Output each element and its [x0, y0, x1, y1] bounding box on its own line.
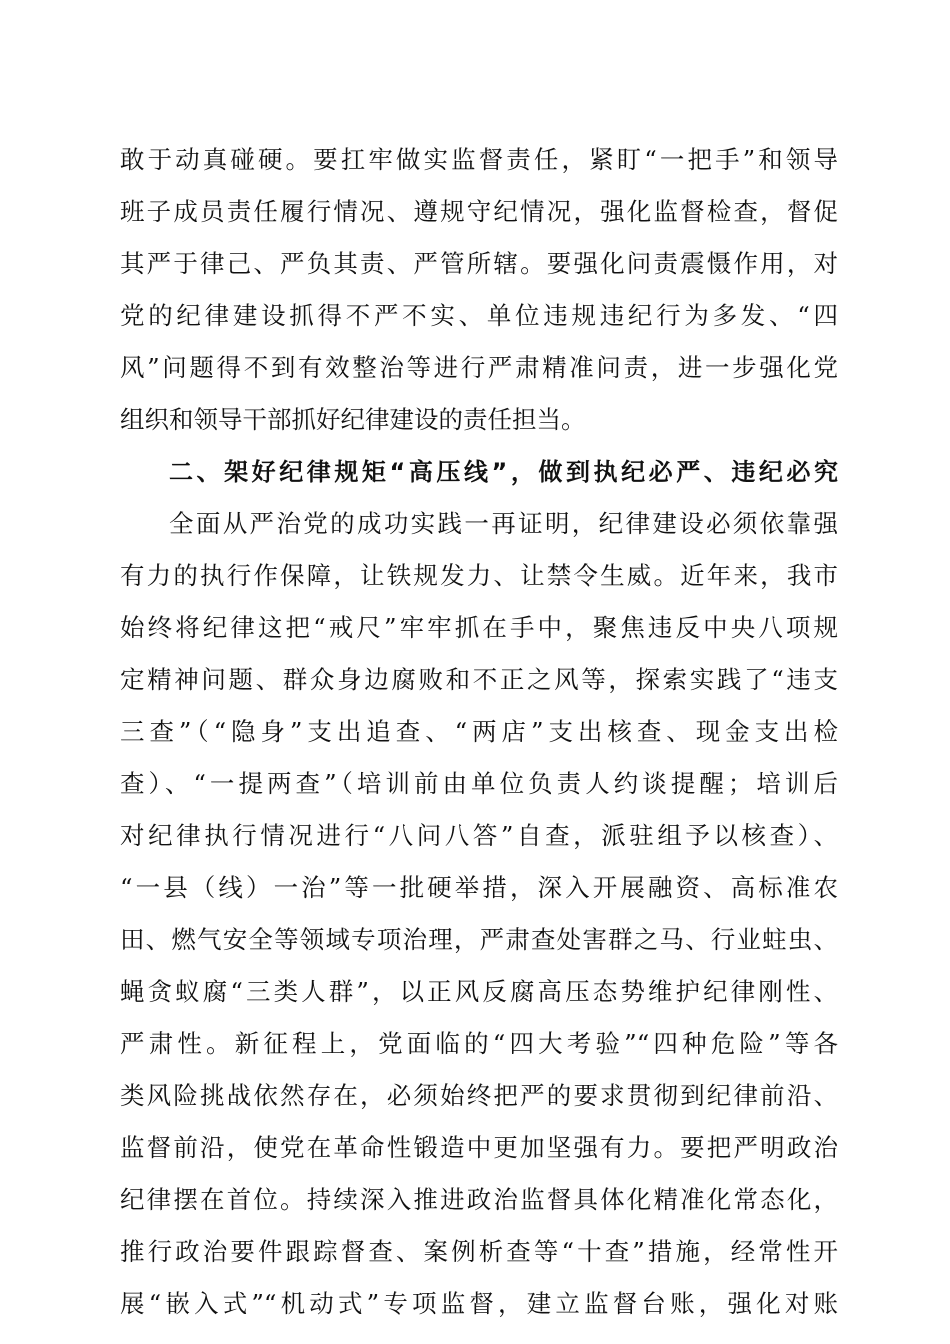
- paragraph-line: 类风险挑战依然存在，必须始终把严的要求贯彻到纪律前沿、: [120, 1081, 838, 1110]
- paragraph-line: 班子成员责任履行情况、遵规守纪情况，强化监督检查，督促: [120, 197, 838, 226]
- paragraph-line: 敢于动真碰硬。要扛牢做实监督责任，紧盯“一把手”和领导: [120, 145, 838, 174]
- paragraph-line: 其严于律己、严负其责、严管所辖。要强化问责震慑作用，对: [120, 249, 838, 278]
- paragraph-line: 展“嵌入式”“机动式”专项监督，建立监督台账，强化对账: [120, 1289, 838, 1318]
- paragraph-line: 监督前沿，使党在革命性锻造中更加坚强有力。要把严明政治: [120, 1133, 838, 1162]
- paragraph-line: 对纪律执行情况进行“八问八答”自查，派驻组予以核查）、: [120, 821, 838, 850]
- paragraph-line: 定精神问题、群众身边腐败和不正之风等，探索实践了“违支: [120, 665, 838, 694]
- paragraph-line: 查）、“一提两查”（培训前由单位负责人约谈提醒；培训后: [120, 769, 838, 798]
- paragraph-line: 组织和领导干部抓好纪律建设的责任担当。: [120, 405, 586, 434]
- paragraph-line: 风”问题得不到有效整治等进行严肃精准问责，进一步强化党: [120, 353, 838, 382]
- paragraph-line: 纪律摆在首位。持续深入推进政治监督具体化精准化常态化，: [120, 1185, 838, 1214]
- paragraph-line: 严肃性。新征程上，党面临的“四大考验”“四种危险”等各: [120, 1029, 838, 1058]
- paragraph-line: “一县（线）一治”等一批硬举措，深入开展融资、高标准农: [120, 873, 838, 902]
- paragraph-line: 有力的执行作保障，让铁规发力、让禁令生威。近年来，我市: [120, 561, 838, 590]
- paragraph-line: 蝇贪蚁腐“三类人群”，以正风反腐高压态势维护纪律刚性、: [120, 977, 838, 1006]
- paragraph-line: 全面从严治党的成功实践一再证明，纪律建设必须依靠强: [169, 509, 838, 538]
- paragraph-line: 田、燃气安全等领域专项治理，严肃查处害群之马、行业蛀虫、: [120, 925, 838, 954]
- section-heading: 二、架好纪律规矩“高压线”，做到执纪必严、违纪必究: [169, 458, 838, 486]
- paragraph-line: 始终将纪律这把“戒尺”牢牢抓在手中，聚焦违反中央八项规: [120, 613, 838, 642]
- paragraph-line: 党的纪律建设抓得不严不实、单位违规违纪行为多发、“四: [120, 301, 838, 330]
- paragraph-line: 推行政治要件跟踪督查、案例析查等“十查”措施，经常性开: [120, 1237, 838, 1266]
- paragraph-line: 三查”（“隐身”支出追查、“两店”支出核查、现金支出检: [120, 717, 838, 746]
